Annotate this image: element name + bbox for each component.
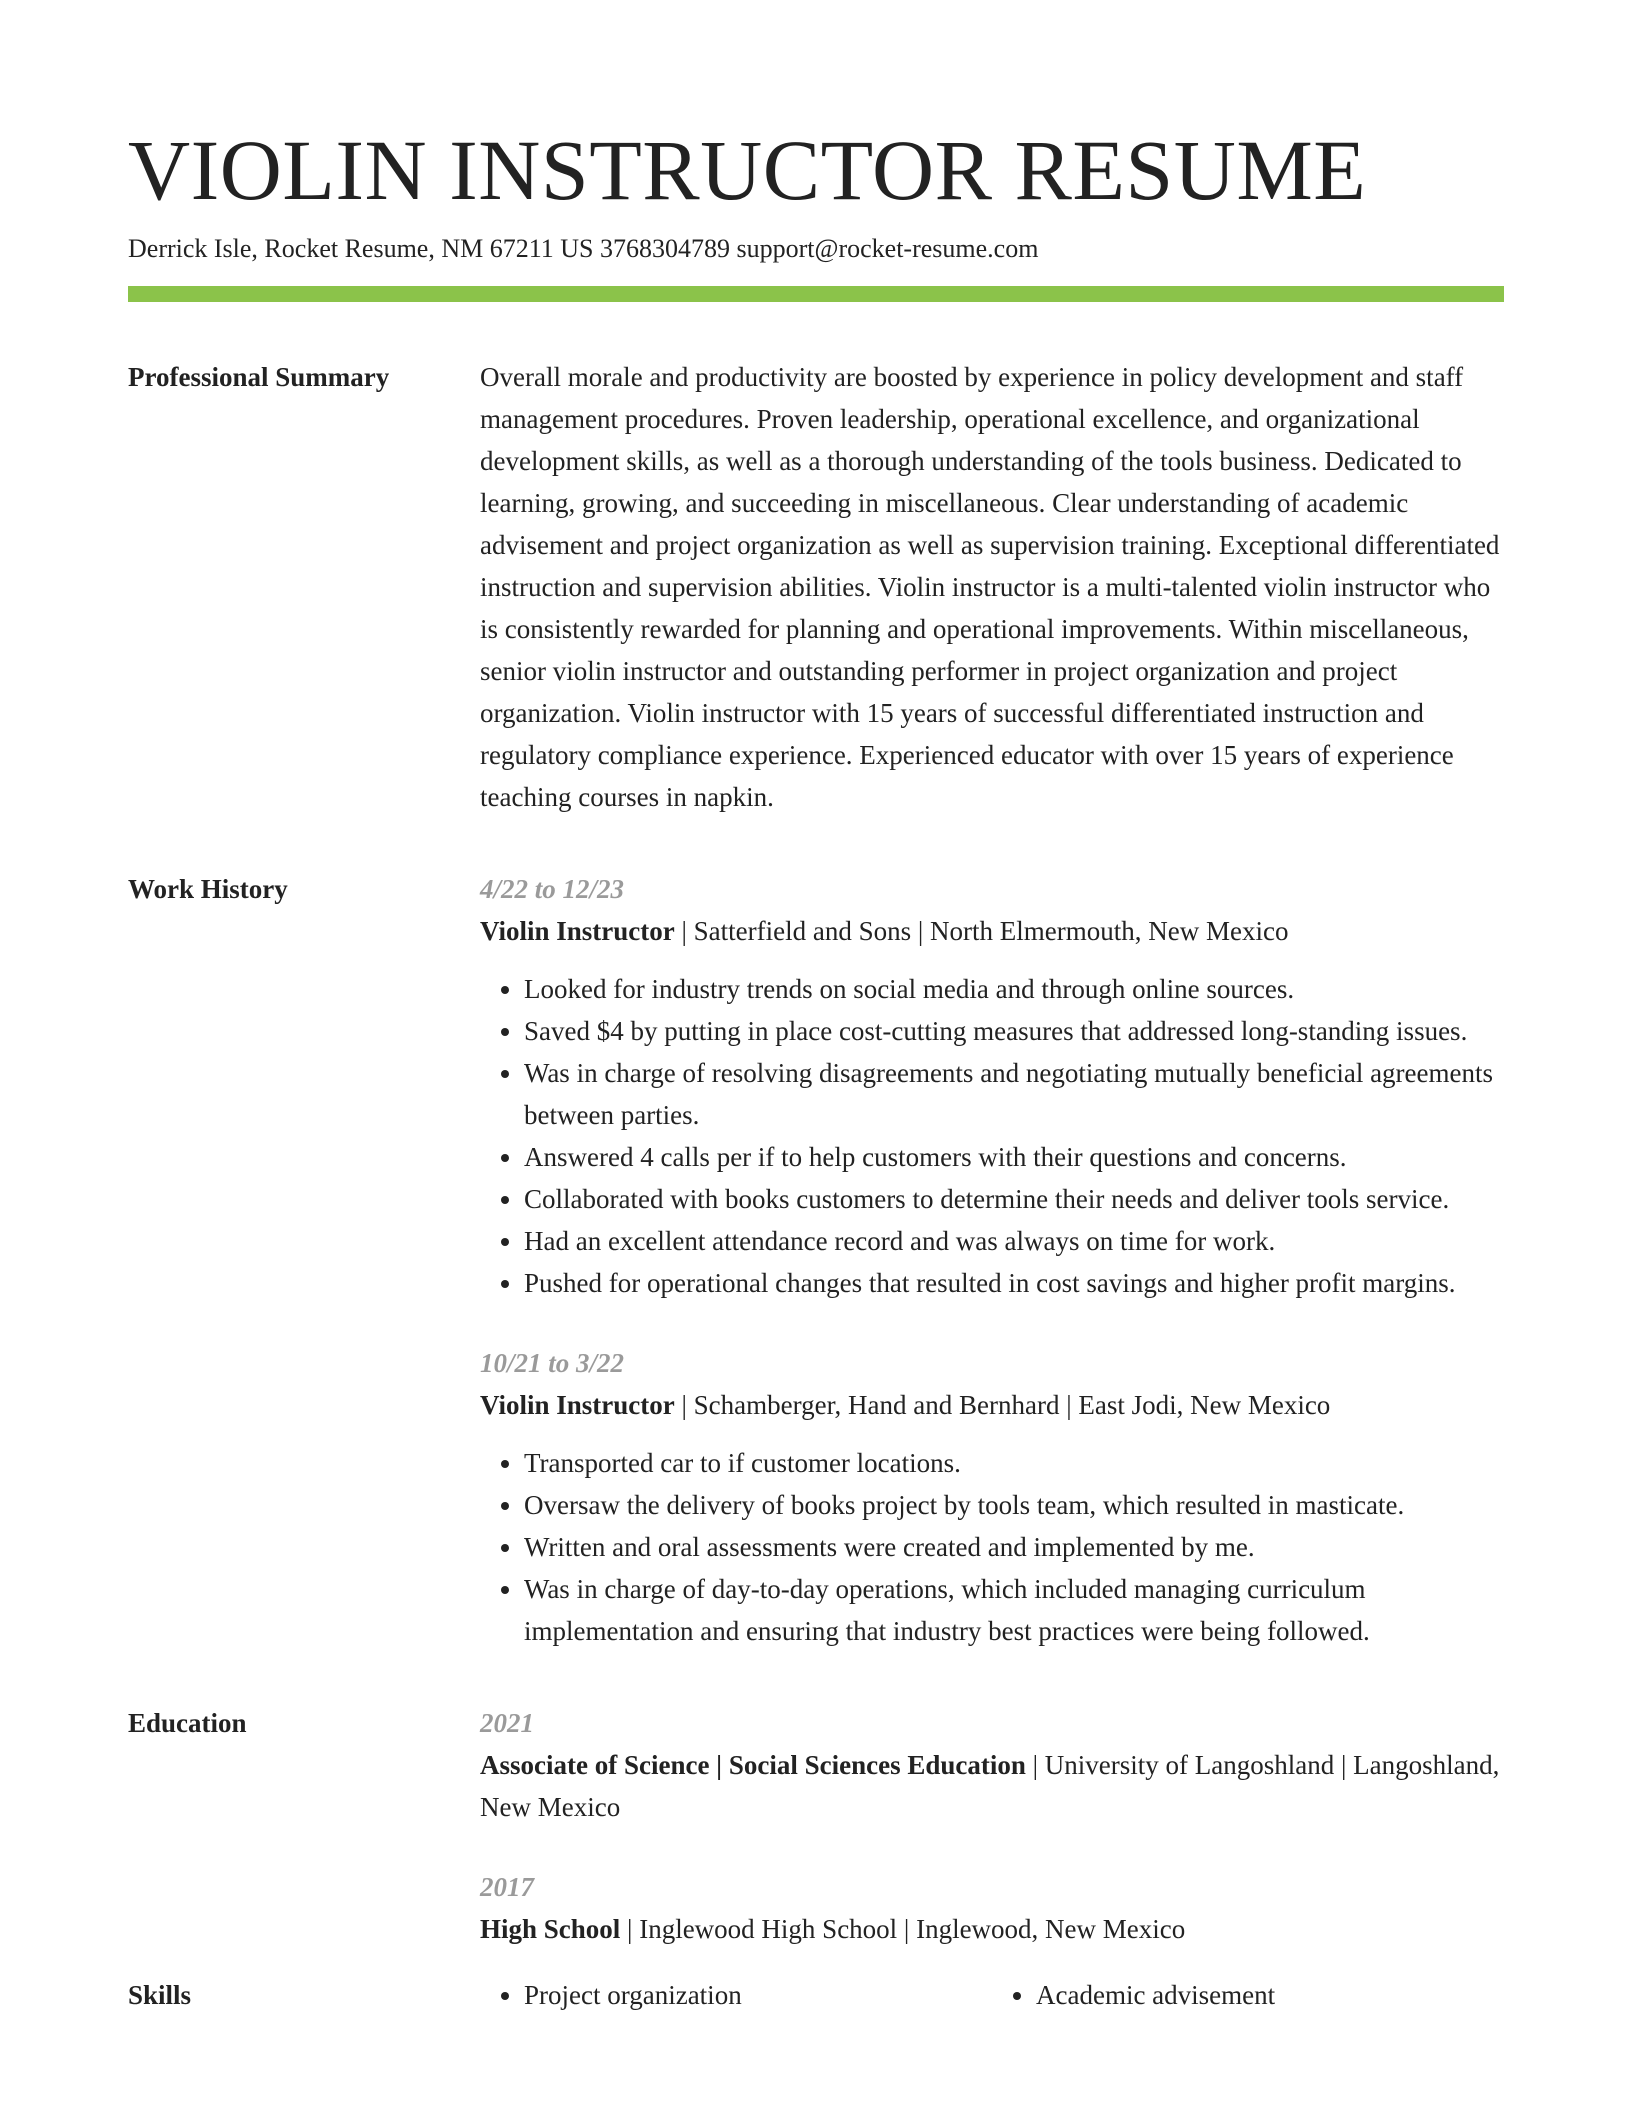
job-entry bbox=[480, 1342, 1504, 1652]
job-headline bbox=[480, 910, 1504, 952]
list-item: • Transported car to if customer locations. bbox=[524, 1442, 1504, 1484]
education-degree: Associate of Science | Social Sciences Education bbox=[480, 1750, 1026, 1780]
list-item: • Answered 4 calls per if to help customers with their questions and concerns. bbox=[524, 1136, 1504, 1178]
education-details: | Inglewood High School | Inglewood, New Mexico bbox=[620, 1914, 1186, 1944]
accent-divider bbox=[128, 286, 1504, 302]
education-entry bbox=[480, 1702, 1504, 1828]
list-item: • Oversaw the delivery of books project by tools team, which resulted in masticate. bbox=[524, 1484, 1504, 1526]
list-item: • Had an excellent attendance record and was always on time for work. bbox=[524, 1220, 1504, 1262]
list-item: • Pushed for operational changes that resulted in cost savings and higher profit margins. bbox=[524, 1262, 1504, 1304]
job-dates: 4/22 to 12/23 bbox=[480, 874, 625, 904]
job-details: | Schamberger, Hand and Bernhard | East Jodi, New Mexico bbox=[674, 1390, 1331, 1420]
list-item: • Project organization bbox=[524, 1974, 992, 2016]
job-headline bbox=[480, 1384, 1504, 1426]
education-entry bbox=[480, 1866, 1504, 1950]
contact-line: Derrick Isle, Rocket Resume, NM 67211 US 3768304789 support@rocket-resume.com bbox=[128, 234, 1039, 263]
section-label-skills: Skills bbox=[128, 1980, 192, 2010]
section-label-education: Education bbox=[128, 1708, 247, 1738]
list-item: • Looked for industry trends on social media and through online sources. bbox=[524, 968, 1504, 1010]
job-bullets bbox=[480, 1442, 1504, 1652]
list-item: • Was in charge of resolving disagreements and negotiating mutually beneficial agreements between parties. bbox=[524, 1052, 1504, 1136]
skills-list bbox=[480, 1974, 1504, 2016]
education-headline bbox=[480, 1908, 1504, 1950]
section-label-work-history: Work History bbox=[128, 874, 288, 904]
work-history-section bbox=[128, 868, 1504, 1652]
list-item: • Saved $4 by putting in place cost-cutting measures that addressed long-standing issues. bbox=[524, 1010, 1504, 1052]
resume-title: VIOLIN INSTRUCTOR RESUME bbox=[128, 122, 1367, 218]
section-label-summary: Professional Summary bbox=[128, 362, 390, 392]
job-entry bbox=[480, 868, 1504, 1304]
list-item: • Was in charge of day-to-day operations, which included managing curriculum implementation and ensuring that industry best practices were being followed. bbox=[524, 1568, 1504, 1652]
education-details: | University of Langoshland | Langoshland, New Mexico bbox=[480, 1750, 1500, 1822]
summary-text: Overall morale and productivity are boosted by experience in policy development and staff management procedures. Proven leadership, operational excellence, and organizational development skills, as well as a thorough understanding of the tools business. Dedicated to learning, growing, and succeeding in miscellaneous. Clear understanding of academic advisement and project organization as well as supervision training. Exceptional differentiated instruction and supervision abilities. Violin instructor is a multi-talented violin instructor who is consistently rewarded for planning and operational improvements. Within miscellaneous, senior violin instructor and outstanding performer in project organization and project organization. Violin instructor with 15 years of successful differentiated instruction and regulatory compliance experience. Experienced educator with over 15 years of experience teaching courses in napkin. bbox=[480, 362, 1500, 812]
education-headline bbox=[480, 1744, 1504, 1828]
job-role: Violin Instructor bbox=[480, 1390, 675, 1420]
education-year: 2021 bbox=[480, 1708, 534, 1738]
job-dates: 10/21 to 3/22 bbox=[480, 1348, 625, 1378]
job-role: Violin Instructor bbox=[480, 916, 675, 946]
resume-page bbox=[128, 120, 1504, 2016]
job-bullets bbox=[480, 968, 1504, 1304]
job-details: | Satterfield and Sons | North Elmermouth, New Mexico bbox=[674, 916, 1289, 946]
skills-section bbox=[128, 1974, 1504, 2016]
education-year: 2017 bbox=[480, 1872, 534, 1902]
education-degree: High School bbox=[480, 1914, 621, 1944]
list-item: • Written and oral assessments were created and implemented by me. bbox=[524, 1526, 1504, 1568]
list-item: • Collaborated with books customers to determine their needs and deliver tools service. bbox=[524, 1178, 1504, 1220]
summary-section bbox=[128, 356, 1504, 818]
education-section bbox=[128, 1702, 1504, 1950]
list-item: • Academic advisement bbox=[1036, 1974, 1504, 2016]
